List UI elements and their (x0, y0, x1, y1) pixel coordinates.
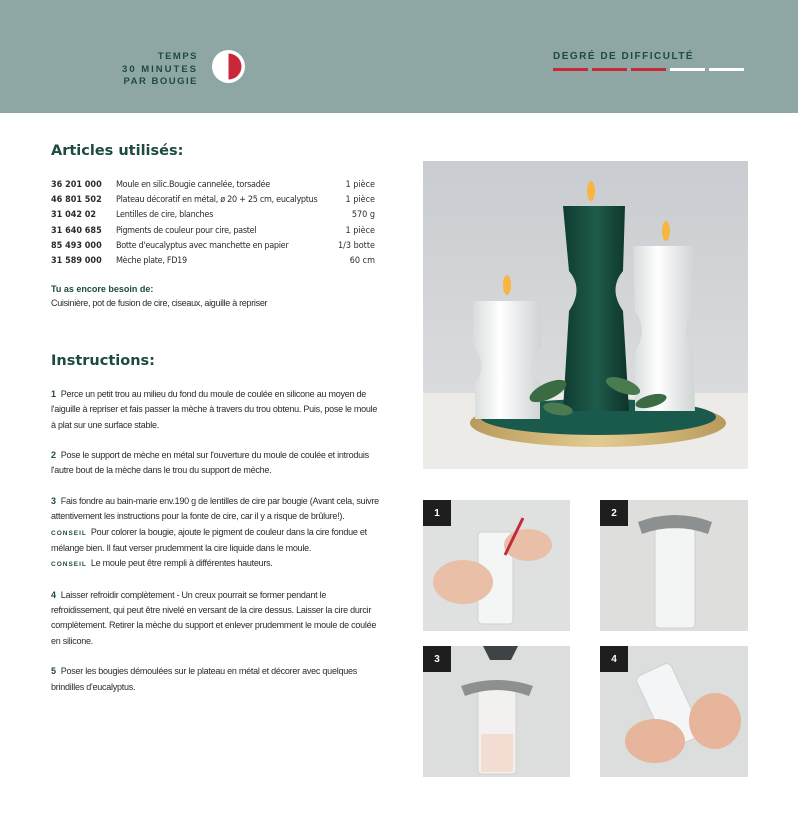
instructions-list (51, 387, 381, 710)
instruction-step-2 (51, 448, 381, 479)
article-desc: Plateau décoratif en métal, ø 20 + 25 cm, eucalyptus (116, 194, 318, 205)
article-row (51, 238, 375, 253)
step-number: 3 (51, 496, 56, 507)
time-value: 30 MINUTES (122, 63, 198, 75)
step-text: Pose le support de mèche en métal sur l'ouverture du moule de coulée et introduis l'autre bout de la mèche dans le trou du support de mèche. (51, 450, 369, 476)
difficulty-bar (631, 68, 666, 71)
difficulty-bar (592, 68, 627, 71)
article-desc: Mèche plate, FD19 (116, 256, 187, 267)
difficulty-bar (709, 68, 744, 71)
header-band (0, 0, 798, 113)
time-unit: PAR BOUGIE (123, 76, 198, 87)
instructions-title: Instructions: (51, 353, 155, 369)
article-qty: 1 pièce (345, 225, 375, 236)
step-text: Perce un petit trou au milieu du fond du moule de coulée en silicone au moyen de l'aiguille à repriser et fais passer la mèche à travers du trou obtenu. Puis, pose le moule à plat sur une surface stable. (51, 389, 378, 430)
article-desc: Botte d'eucalyptus avec manchette en papier (116, 240, 289, 251)
article-row (51, 192, 375, 207)
main-candles-photo (423, 161, 748, 469)
difficulty-bars (553, 68, 748, 71)
article-code: 31 042 02 (51, 210, 97, 221)
articles-list (51, 177, 375, 269)
time-info (122, 51, 198, 89)
article-code: 36 201 000 (51, 179, 102, 190)
article-qty: 1/3 botte (337, 240, 375, 251)
step-photo-4 (600, 646, 748, 777)
article-row (51, 208, 375, 223)
step-photo-1 (423, 500, 570, 631)
articles-title: Articles utilisés: (51, 143, 184, 159)
article-qty: 570 g (351, 210, 375, 221)
step-badge: 3 (423, 646, 451, 672)
article-code: 31 640 685 (51, 225, 102, 236)
extra-needed-text: Cuisinière, pot de fusion de cire, ciseaux, aiguille à repriser (51, 298, 268, 308)
article-qty: 60 cm (349, 256, 375, 267)
tip-label: CONSEIL (51, 529, 87, 537)
difficulty-label: DEGRÉ DE DIFFICULTÉ (553, 51, 695, 62)
difficulty-bar (670, 68, 705, 71)
time-label: TEMPS (157, 51, 198, 62)
tip-2 (51, 556, 381, 572)
article-desc: Lentilles de cire, blanches (116, 210, 213, 221)
article-qty: 1 pièce (345, 194, 375, 205)
article-row (51, 177, 375, 192)
step-number: 2 (51, 450, 56, 461)
instruction-step-4 (51, 588, 381, 649)
instruction-step-5 (51, 664, 381, 695)
tip-text: Le moule peut être rempli à différentes hauteurs. (90, 558, 273, 569)
article-code: 85 493 000 (51, 240, 102, 251)
instruction-step-3 (51, 494, 381, 572)
tip-label: CONSEIL (51, 561, 87, 569)
instruction-step-1 (51, 387, 381, 433)
step-badge: 2 (600, 500, 628, 526)
article-desc: Moule en silic.Bougie cannelée, torsadée (116, 179, 270, 190)
step-photo-2 (600, 500, 748, 631)
article-code: 31 589 000 (51, 256, 102, 267)
step-badge: 1 (423, 500, 451, 526)
difficulty-bar (553, 68, 588, 71)
article-code: 46 801 502 (51, 194, 102, 205)
tip-1 (51, 525, 381, 557)
step-number: 1 (51, 389, 56, 399)
step-text: Poser les bougies démoulées sur le plateau en métal et décorer avec quelques brindilles d'eucalyptus. (51, 666, 357, 692)
clock-icon (212, 50, 245, 83)
extra-needed-title: Tu as encore besoin de: (51, 284, 154, 294)
step-number: 5 (51, 666, 56, 677)
article-row (51, 223, 375, 238)
tip-text: Pour colorer la bougie, ajoute le pigment de couleur dans la cire fondue et mélange bien. Il faut verser prudemment la cire liquide dans le moule. (51, 526, 367, 553)
step-badge: 4 (600, 646, 628, 672)
step-text: Laisser refroidir complètement - Un creux pourrait se former pendant le refroidissement, qui peut être nivelé en versant de la cire dessus. Laisser la cire durcir complètement. Retirer la mèche du support et enlever prudemment le moule de coulée en silicone. (51, 589, 377, 646)
article-qty: 1 pièce (345, 179, 375, 190)
step-photo-3 (423, 646, 570, 777)
difficulty-indicator (553, 51, 748, 71)
article-desc: Pigments de couleur pour cire, pastel (116, 225, 257, 236)
article-row (51, 253, 375, 268)
step-text: Fais fondre au bain-marie env.190 g de lentilles de cire par bougie (Avant cela, suivre attentivement les instructions pour la fonte de cire, car il y a risque de brûlure!). (51, 496, 379, 522)
step-number: 4 (51, 589, 56, 600)
